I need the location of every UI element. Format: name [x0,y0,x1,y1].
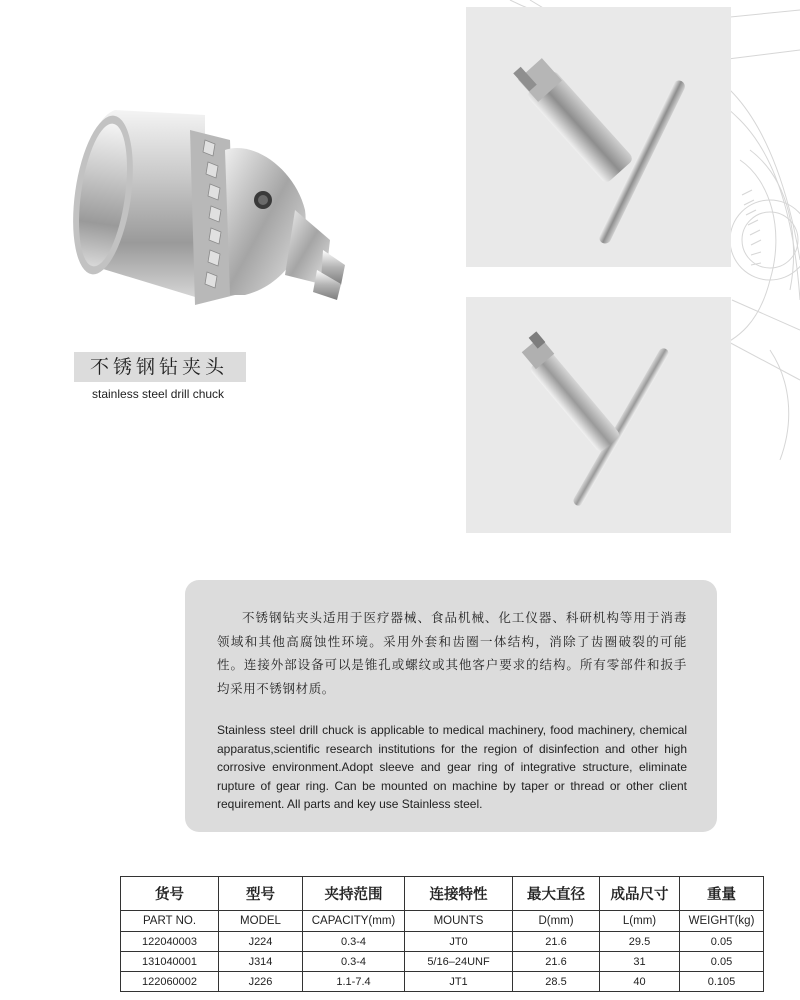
product-title-en: stainless steel drill chuck [74,382,246,406]
table-cell: 28.5 [513,972,600,992]
drill-chuck-photo [55,70,365,330]
header-en-cell: MOUNTS [405,911,513,932]
header-cn-cell: 夹持范围 [303,877,405,911]
table-cell: J224 [219,932,303,952]
header-en-cell: L(mm) [600,911,680,932]
table-cell: 0.05 [680,932,764,952]
table-cell: 31 [600,952,680,972]
header-en-cell: MODEL [219,911,303,932]
table-cell: 5/16–24UNF [405,952,513,972]
table-row [121,972,764,992]
table-cell: JT0 [405,932,513,952]
table-cell: J226 [219,972,303,992]
table-cell: 1.1-7.4 [303,972,405,992]
table-cell: 0.3-4 [303,952,405,972]
table-cell: 21.6 [513,932,600,952]
chuck-key-photo-top [466,7,731,267]
table-cell: 122060002 [121,972,219,992]
table-cell: 0.3-4 [303,932,405,952]
header-en-cell: PART NO. [121,911,219,932]
table-cell: 40 [600,972,680,992]
header-cn-cell: 重量 [680,877,764,911]
header-cn-cell: 最大直径 [513,877,600,911]
spec-table [120,876,764,992]
header-cn-cell: 成品尺寸 [600,877,680,911]
header-cn-cell: 连接特性 [405,877,513,911]
description-cn: 不锈钢钻夹头适用于医疗器械、食品机械、化工仪器、科研机构等用于消毒领域和其他高腐蚀性环境。采用外套和齿圈一体结构，消除了齿圈破裂的可能性。连接外部设备可以是锥孔或螺纹或其他客户要求的结构。所有零部件和扳手均采用不锈钢材质。 [217,610,687,696]
description-en: Stainless steel drill chuck is applicable to medical machinery, food machinery, chemical apparatus,scientific research institutions for the region of disinfection and other high corrosive environment.Adopt sleeve and gear ring of integrative structure, eliminate rupture of gear ring. Can be mounted on machine by taper or thread or other client requirement. All parts and key use Stainless steel. [217,723,687,811]
header-en-cell: CAPACITY(mm) [303,911,405,932]
table-cell: 131040001 [121,952,219,972]
header-cn-cell: 货号 [121,877,219,911]
table-row [121,952,764,972]
header-cn-cell: 型号 [219,877,303,911]
table-cell: JT1 [405,972,513,992]
table-cell: 122040003 [121,932,219,952]
table-cell: 0.105 [680,972,764,992]
table-row [121,932,764,952]
product-title-cn: 不锈钢钻夹头 [74,352,246,382]
description-box [185,580,717,832]
header-en-cell: D(mm) [513,911,600,932]
table-cell: J314 [219,952,303,972]
table-cell: 29.5 [600,932,680,952]
product-title [74,352,246,406]
table-header-cn [121,877,764,911]
table-cell: 0.05 [680,952,764,972]
chuck-key-photo-bottom [466,297,731,533]
table-header-en [121,911,764,932]
table-cell: 21.6 [513,952,600,972]
header-en-cell: WEIGHT(kg) [680,911,764,932]
